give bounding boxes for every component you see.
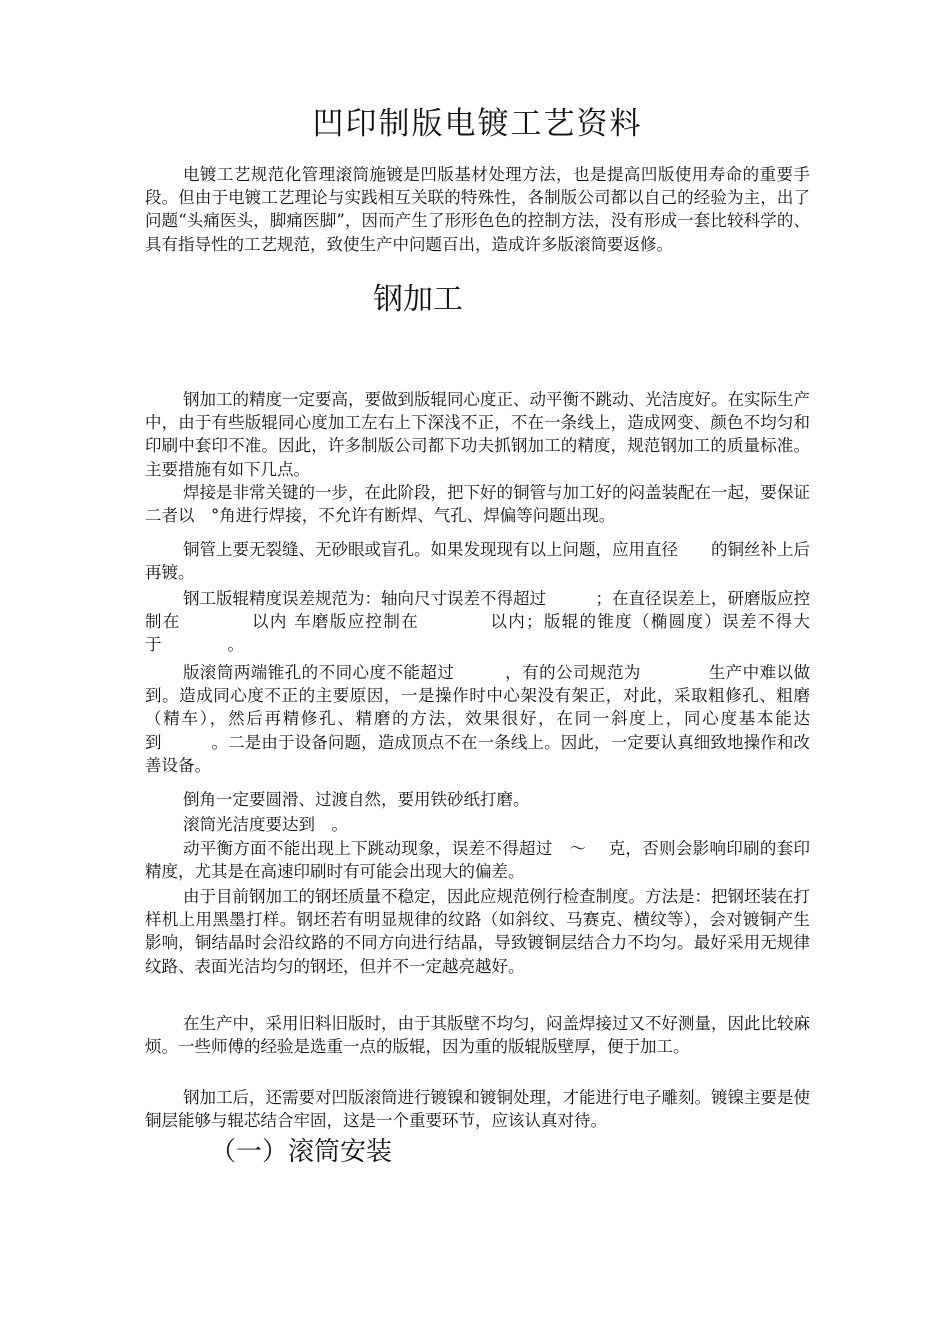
body-paragraph: 钢加工后，还需要对凹版滚筒进行镀镍和镀铜处理，才能进行电子雕刻。镀镍主要是使铜层能够与辊芯结合牢固，这是一个重要环节，应该认真对待。 — [145, 1088, 810, 1131]
body-paragraph: 滚筒光洁度要达到 。 — [182, 815, 348, 834]
body-paragraph: 铜管上要无裂缝、无砂眼或盲孔。如果发现现有以上问题，应用直径 的铜丝补上后再镀。 — [145, 540, 810, 583]
body-paragraph: 钢工版辊精度误差规范为：轴向尺寸误差不得超过 ；在直径误差上，研磨版应控制在 以内 车磨版应控制在 以内；版辊的锥度（椭圆度）误差不得大于 。 — [145, 589, 810, 655]
section-heading: 钢加工 — [373, 282, 463, 317]
body-paragraph: 钢加工的精度一定要高，要做到版辊同心度正、动平衡不跳动、光洁度好。在实际生产中，由于有些版辊同心度加工左右上下深浅不正，不在一条线上，造成网变、颜色不均匀和印刷中套印不准。因此，许多制版公司都下功夫抓钢加工的精度，规范钢加工的质量标准。主要措施有如下几点。 — [145, 390, 810, 479]
body-paragraph: 倒角一定要圆滑、过渡自然，要用铁砂纸打磨。 — [182, 790, 530, 809]
intro-paragraph: 电镀工艺规范化管理滚筒施镀是凹版基材处理方法，也是提高凹版使用寿命的重要手段。但由于电镀工艺理论与实践相互关联的特殊性，各制版公司都以自己的经验为主，出了问题“头痛医头，脚痛医脚”，因而产生了形形色色的控制方法，没有形成一套比较科学的、具有指导性的工艺规范，致使生产中问题百出，造成许多版滚筒要返修。 — [145, 165, 810, 254]
body-paragraph: 动平衡方面不能出现上下跳动现象，误差不得超过 ～ 克，否则会影响印刷的套印精度，尤其是在高速印刷时有可能会出现大的偏差。 — [145, 839, 810, 882]
body-paragraph: 版滚筒两端锥孔的不同心度不能超过 ，有的公司规范为 生产中难以做到。造成同心度不正的主要原因，一是操作时中心架没有架正，对此，采取粗修孔、粗磨（精车），然后再精修孔、精磨的方法，效果很好，在同一斜度上，同心度基本能达到 。二是由于设备问题，造成顶点不在一条线上。因此，一定要认真细致地操作和改善设备。 — [145, 663, 810, 775]
body-paragraph: 焊接是非常关键的一步，在此阶段，把下好的铜管与加工好的闷盖装配在一起，要保证二者以 °角进行焊接，不允许有断焊、气孔、焊偏等问题出现。 — [145, 483, 810, 526]
body-paragraph: 在生产中，采用旧料旧版时，由于其版壁不均匀，闷盖焊接过又不好测量，因此比较麻烦。一些师傅的经验是选重一点的版辊，因为重的版辊版壁厚，便于加工。 — [145, 1014, 810, 1057]
body-paragraph: 由于目前钢加工的钢坯质量不稳定，因此应规范例行检查制度。方法是：把钢坯装在打样机上用黑墨打样。钢坯若有明显规律的纹路（如斜纹、马赛克、横纹等），会对镀铜产生影响，铜结晶时会沿纹路的不同方向进行结晶，导致镀铜层结合力不均匀。最好采用无规律纹路、表面光洁均匀的钢坯，但并不一定越亮越好。 — [145, 887, 810, 976]
document-title: 凹印制版电镀工艺资料 — [312, 106, 643, 142]
subsection-heading: （一）滚筒安装 — [210, 1137, 393, 1167]
